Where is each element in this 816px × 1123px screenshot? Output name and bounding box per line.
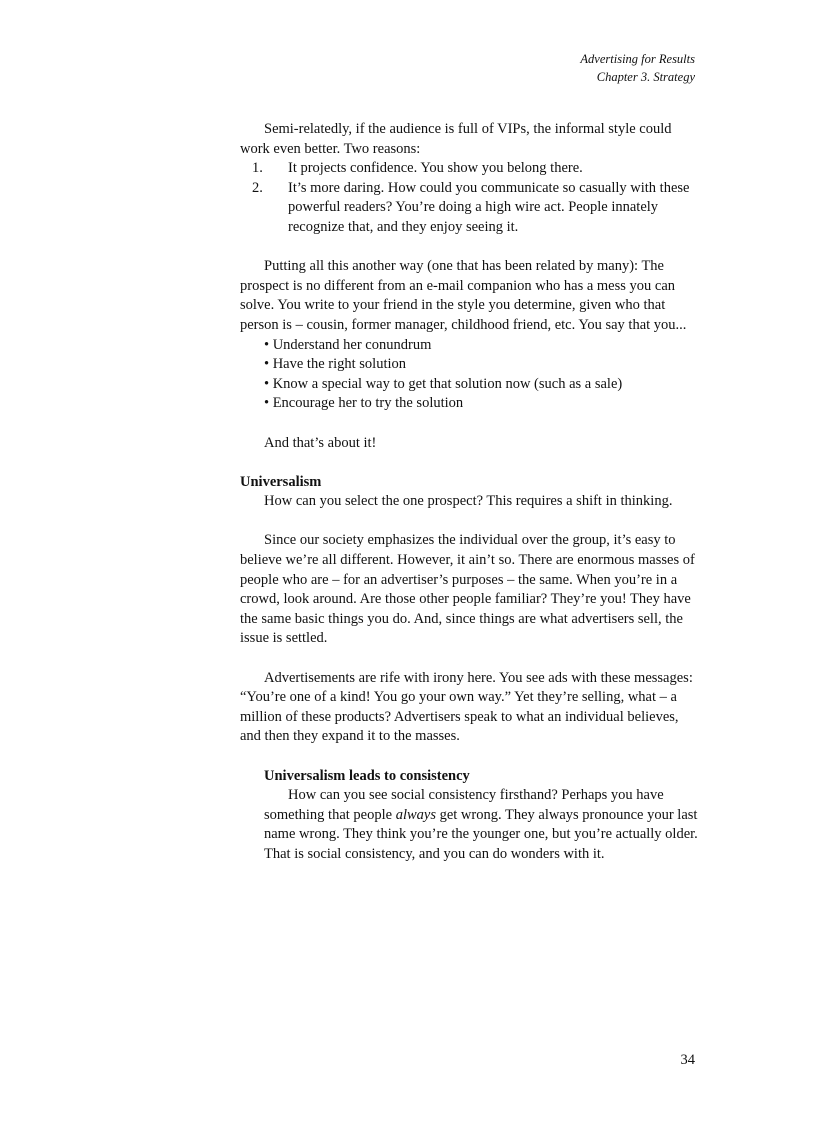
list-item-text: It projects confidence. You show you belong there. xyxy=(288,160,583,177)
consistency-paragraph xyxy=(264,786,700,864)
body-text xyxy=(240,120,700,865)
paragraph-gap xyxy=(240,649,700,669)
section-heading-universalism: Universalism xyxy=(240,473,322,490)
another-way-paragraph: Putting all this another way (one that has been related by many): The prospect is no different from an e-mail companion who has a mess you can solve. You write to your friend in the style you determine, given who that person is – cousin, former manager, childhood friend, etc. You say that you... xyxy=(240,258,687,333)
subsection-heading-consistency: Universalism leads to consistency xyxy=(264,767,470,784)
universalism-paragraph-3: Advertisements are rife with irony here. You see ads with these messages: “You’re one of a kind! You go your own way.” Yet they’re selling, what – a million of these products? Advertisers speak to what an individual believes, and then they expand it to the masses. xyxy=(240,669,693,745)
list-item: • Encourage her to try the solution xyxy=(264,395,464,412)
universalism-paragraph-1: How can you select the one prospect? This requires a shift in thinking. xyxy=(264,493,673,510)
list-item xyxy=(240,159,700,179)
book-title: Advertising for Results xyxy=(580,52,695,66)
list-number: 1. xyxy=(252,160,263,177)
consistency-text-start: How can you see social consistency firsthand? Perhaps you have something that people xyxy=(264,787,664,823)
running-header xyxy=(580,51,695,86)
list-item: • Have the right solution xyxy=(264,356,406,373)
consistency-subsection xyxy=(240,767,700,865)
universalism-paragraph-2: Since our society emphasizes the individual over the group, it’s easy to believe we’re all different. However, it ain’t so. There are enormous masses of people who are – for an advertiser’s purposes – the same. When you’re in a crowd, look around. Are those other people familiar? They’re you! They have the same basic things you do. And, since things are what advertisers sell, the issue is settled. xyxy=(240,532,695,647)
chapter-title: Chapter 3. Strategy xyxy=(596,69,695,84)
paragraph-gap xyxy=(240,747,700,767)
paragraph-gap xyxy=(240,414,700,434)
paragraph-gap xyxy=(240,238,700,258)
list-item: • Understand her conundrum xyxy=(264,336,432,353)
paragraph-gap xyxy=(240,512,700,532)
list-item: • Know a special way to get that solution now (such as a sale) xyxy=(264,375,623,392)
bullet-list xyxy=(240,336,700,414)
page-number: 34 xyxy=(680,1052,695,1068)
list-item-text: It’s more daring. How could you communicate so casually with these powerful readers? You’re doing a high wire act. People innately recognize that, and they enjoy seeing it. xyxy=(288,179,690,235)
emphasis-always: always xyxy=(395,806,436,823)
paragraph-gap xyxy=(240,453,700,473)
vip-intro-paragraph: Semi-relatedly, if the audience is full of VIPs, the informal style could work even better. Two reasons: xyxy=(240,121,672,157)
thats-it-paragraph: And that’s about it! xyxy=(264,434,377,451)
reasons-list xyxy=(240,159,700,237)
consistency-text-end: get wrong. They always pronounce your last name wrong. They think you’re the younger one, but you’re actually older. That is social consistency, and you can do wonders with it. xyxy=(264,806,698,862)
list-item xyxy=(240,179,700,238)
list-number: 2. xyxy=(252,179,263,196)
